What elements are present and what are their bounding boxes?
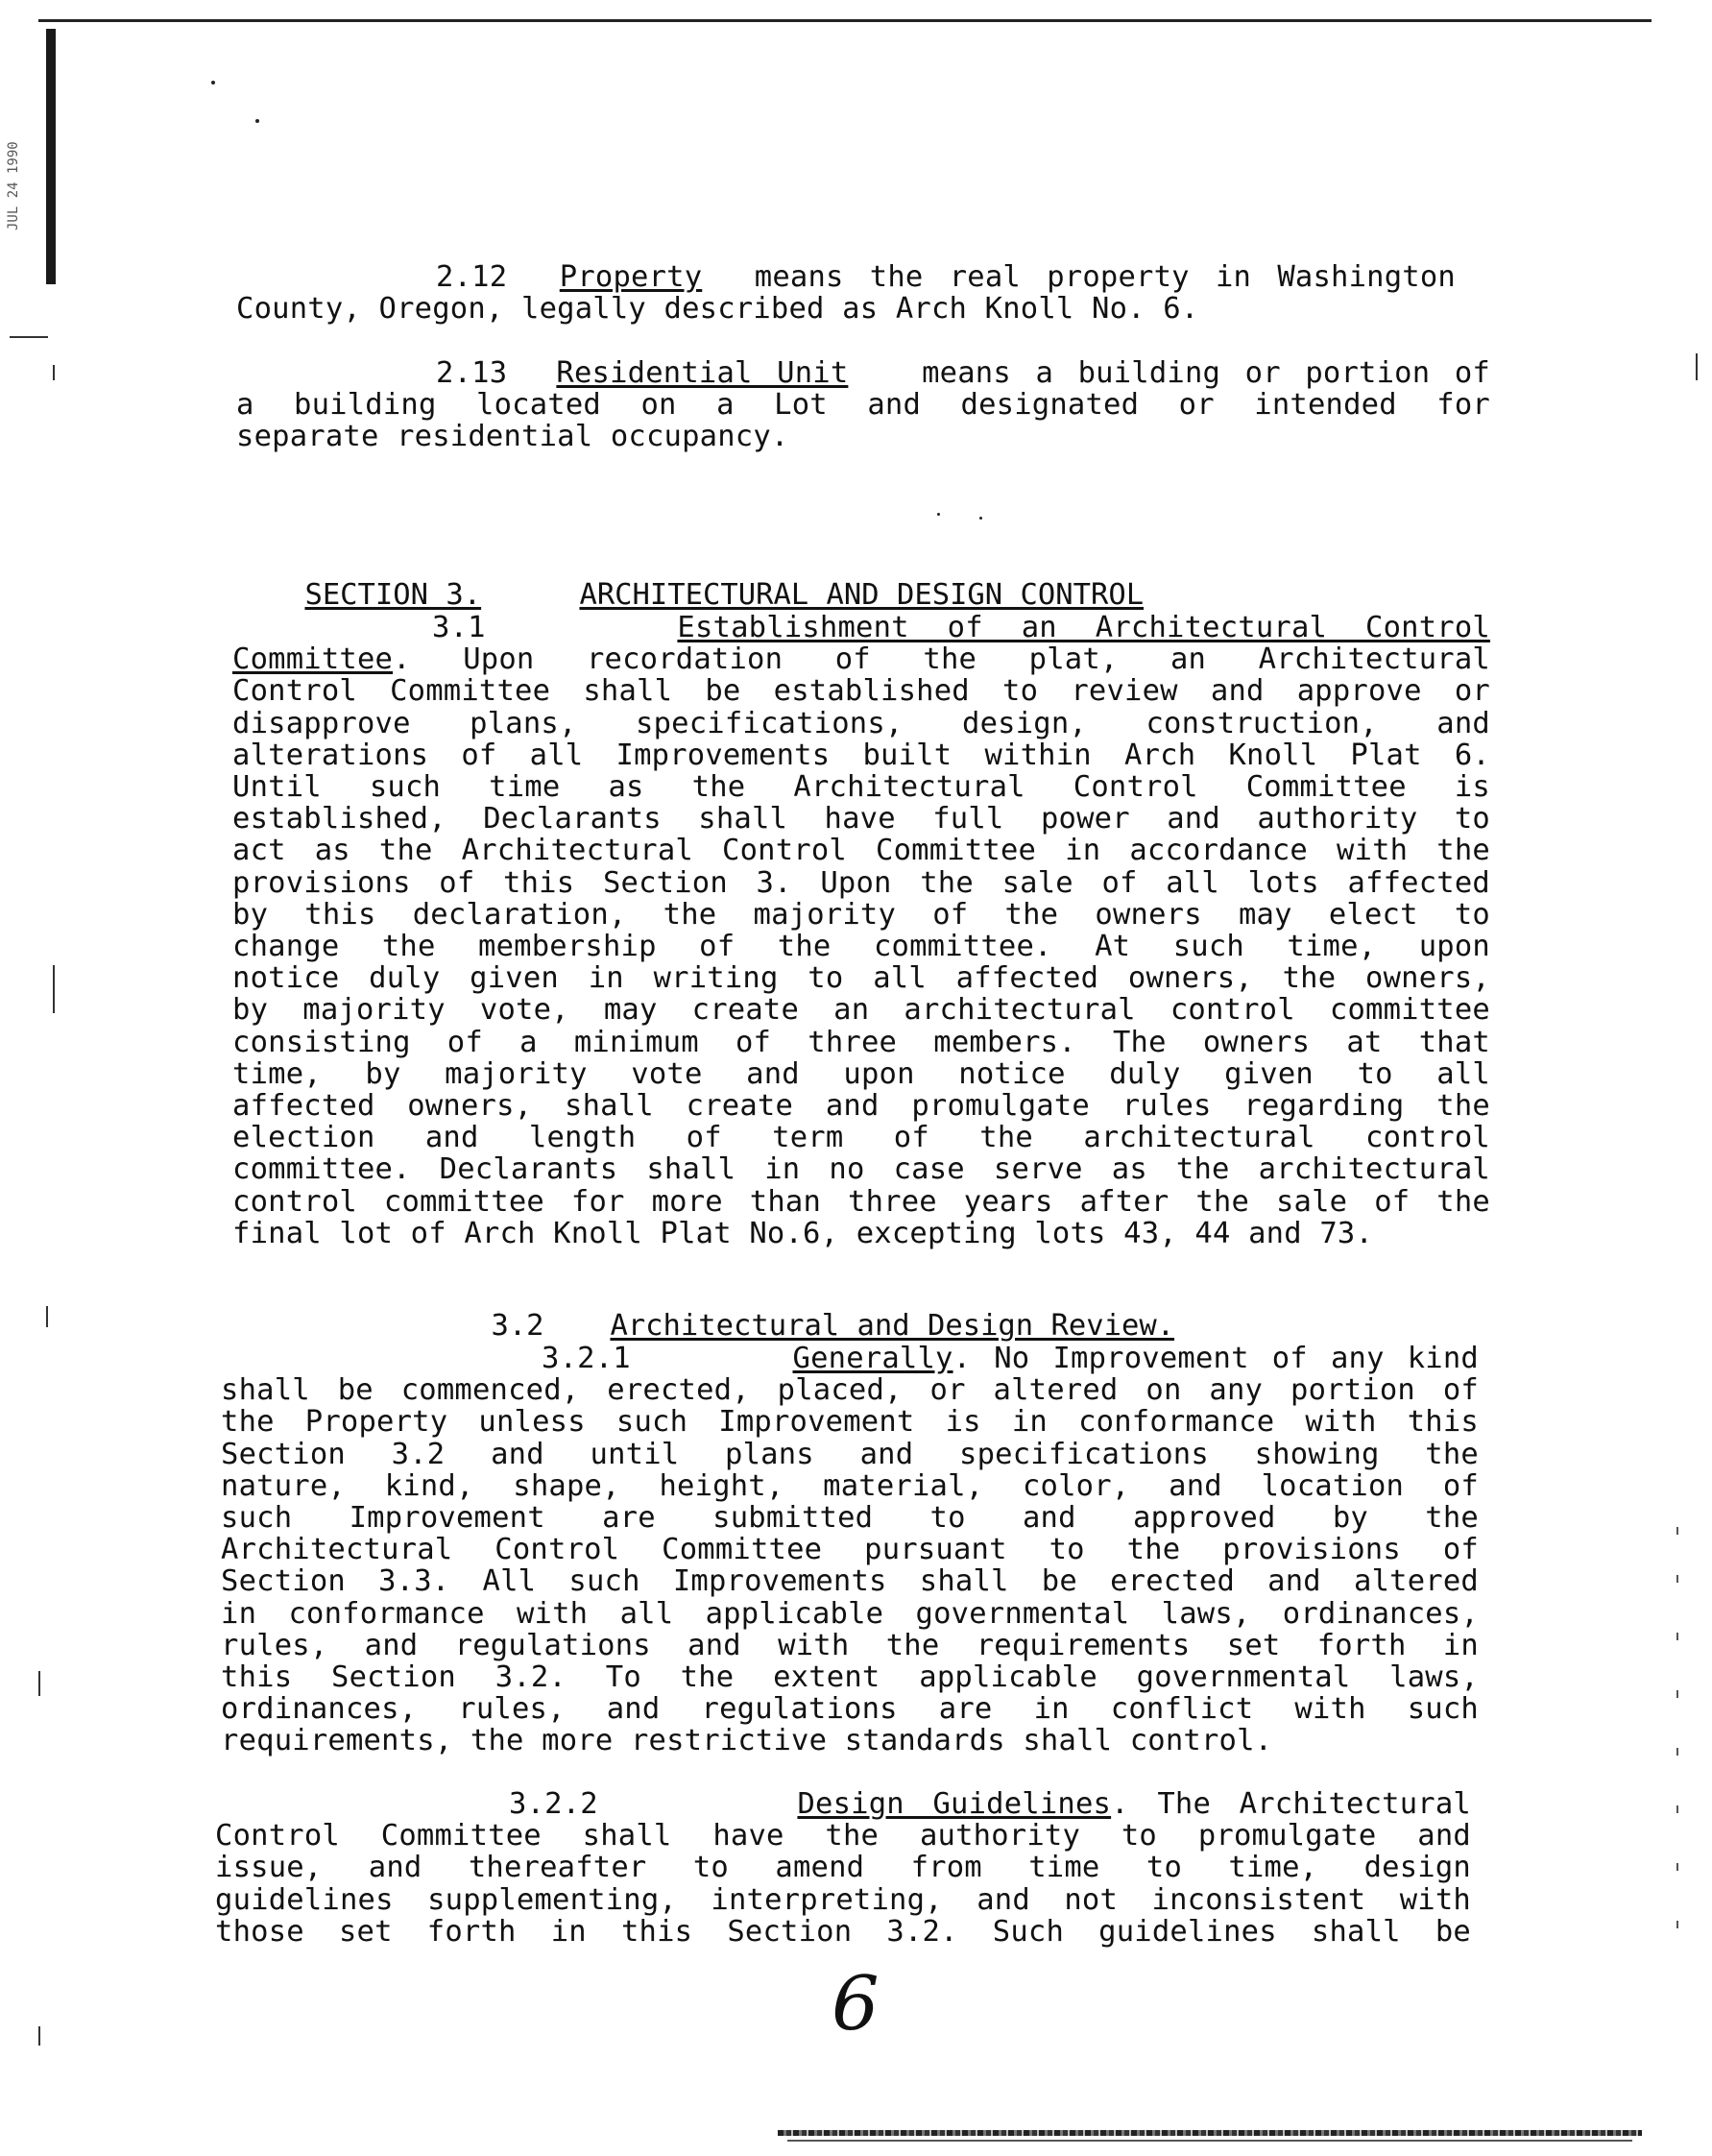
clause-text: means a building or portion of (922, 356, 1490, 390)
clause-text: means the real property in Washington (754, 260, 1456, 294)
scan-edge-dash (1676, 1575, 1678, 1583)
clause-title: Architectural and Design Review. (610, 1309, 1175, 1343)
clause-line: Control Committee shall have the authority to promulgate and (215, 1819, 1471, 1853)
clause-text: . No Improvement of any kind (952, 1342, 1479, 1375)
page-number: 6 (832, 1961, 880, 2047)
clause-line: those set forth in this Section 3.2. Such guidelines shall be (215, 1914, 1471, 1949)
scan-edge-dash (1676, 1805, 1678, 1813)
clause-line: notice duly given in writing to all affected owners, the owners, (232, 961, 1490, 996)
defined-term: Generally (792, 1342, 953, 1375)
section-title-text: ARCHITECTURAL AND DESIGN CONTROL (579, 578, 1145, 612)
clause-number: 3.2 (491, 1309, 544, 1343)
scan-edge-dash (1676, 1690, 1678, 1698)
clause-text: . Upon recordation of the plat, an Architectural (393, 642, 1490, 677)
clause-line: a building located on a Lot and designated or intended for (236, 388, 1490, 423)
clause-line: committee. Declarants shall in no case serve as the architectural (232, 1152, 1490, 1187)
clause-line: time, by majority vote and upon notice duly given to all (232, 1056, 1490, 1091)
clause-line: consisting of a minimum of three members. The owners at that (232, 1025, 1490, 1059)
clause-line (236, 357, 1490, 389)
clause-line (232, 612, 1490, 643)
clause-line (215, 1788, 1471, 1820)
scan-tick (38, 1671, 40, 1696)
clause-line: issue, and thereafter to amend from time to time, design (215, 1851, 1471, 1885)
clause-3-2-1 (221, 1343, 1479, 1757)
clause-line: provisions of this Section 3. Upon the sale of all lots affected (232, 865, 1490, 900)
scan-edge-dash (1676, 1863, 1678, 1871)
clause-line: shall be commenced, erected, placed, or altered on any portion of (221, 1373, 1479, 1408)
clause-line: the Property unless such Improvement is in conformance with this (221, 1405, 1479, 1440)
clause-line: election and length of term of the architectural control (232, 1121, 1490, 1155)
clause-3-2-2 (215, 1788, 1471, 1948)
clause-line: alterations of all Improvements built within Arch Knoll Plat 6. (232, 738, 1490, 772)
scan-edge-dash (1676, 1633, 1678, 1640)
clause-line (236, 261, 1456, 293)
clause-line: such Improvement are submitted to and approved by the (221, 1501, 1479, 1536)
clause-line: this Section 3.2. To the extent applicable governmental laws, (221, 1660, 1479, 1695)
clause-line: by this declaration, the majority of the owners may elect to (232, 897, 1490, 932)
scan-speck (211, 81, 215, 85)
clause-2-13 (236, 357, 1490, 453)
clause-line: nature, kind, shape, height, material, color, and location of (221, 1468, 1479, 1503)
clause-number: 3.2.1 (542, 1342, 631, 1375)
scan-tick (10, 336, 48, 338)
scan-bottom-rule (787, 2140, 1632, 2142)
scan-bottom-rule (778, 2130, 1642, 2136)
scan-edge-dash (1676, 1921, 1678, 1928)
clause-number: 2.13 (436, 356, 508, 390)
clause-line: disapprove plans, specifications, design, construction, and (232, 706, 1490, 740)
scan-edge-dash (1676, 1748, 1678, 1756)
margin-stamp: JUL 24 1990 (6, 141, 21, 230)
clause-number: 3.2.2 (509, 1787, 598, 1821)
clause-line: by majority vote, may create an architectural control committee (232, 993, 1490, 1028)
clause-text: . The Architectural (1111, 1787, 1471, 1821)
scan-tick (1696, 353, 1698, 380)
scan-left-bar (46, 29, 56, 284)
clause-line: Until such time as the Architectural Control Committee is (232, 770, 1490, 805)
clause-line: Section 3.3. All such Improvements shall be erected and altered (221, 1564, 1479, 1599)
scan-edge-dash (1676, 1527, 1678, 1535)
clause-line: County, Oregon, legally described as Arch Knoll No. 6. (236, 292, 1199, 327)
scan-speck (255, 119, 259, 123)
clause-line: final lot of Arch Knoll Plat No.6, excepting lots 43, 44 and 73. (232, 1216, 1374, 1250)
clause-2-12 (236, 261, 1456, 325)
clause-line: change the membership of the committee. At such time, upon (232, 930, 1490, 964)
scan-tick (38, 2026, 40, 2046)
scan-speck (937, 513, 940, 516)
clause-line: requirements, the more restrictive standards shall control. (221, 1724, 1273, 1758)
scan-tick (53, 365, 55, 380)
defined-term: Committee (232, 642, 394, 677)
clause-line: Control Committee shall be established to review and approve or (232, 674, 1490, 709)
scan-tick (46, 1306, 48, 1327)
clause-line: separate residential occupancy. (236, 420, 789, 454)
defined-term: Design Guidelines (797, 1787, 1112, 1821)
section-label: SECTION 3. (304, 578, 482, 612)
clause-3-1 (232, 612, 1490, 1249)
clause-line: Section 3.2 and until plans and specifications showing the (221, 1437, 1479, 1471)
defined-term: Residential Unit (556, 356, 849, 390)
clause-line: affected owners, shall create and promulgate rules regarding the (232, 1089, 1490, 1124)
clause-line: ordinances, rules, and regulations are in conflict with such (221, 1692, 1479, 1727)
clause-line (232, 643, 1490, 675)
clause-line: Architectural Control Committee pursuant to the provisions of (221, 1533, 1479, 1567)
clause-line: control committee for more than three years after the sale of the (232, 1184, 1490, 1219)
clause-number: 2.12 (436, 260, 508, 294)
clause-line: rules, and regulations and with the requirements set forth in (221, 1628, 1479, 1662)
clause-line: in conformance with all applicable governmental laws, ordinances, (221, 1596, 1479, 1631)
scan-tick (53, 965, 55, 1013)
scan-top-rule (38, 19, 1652, 22)
clause-line: guidelines supplementing, interpreting, and not inconsistent with (215, 1882, 1471, 1917)
scan-speck (979, 517, 982, 520)
defined-term: Property (559, 260, 703, 294)
clause-line: act as the Architectural Control Committee in accordance with the (232, 834, 1490, 868)
clause-line: established, Declarants shall have full power and authority to (232, 802, 1490, 836)
clause-line (221, 1343, 1479, 1374)
clause-number: 3.1 (432, 611, 486, 644)
defined-term: Establishment of an Architectural Control (677, 611, 1490, 644)
